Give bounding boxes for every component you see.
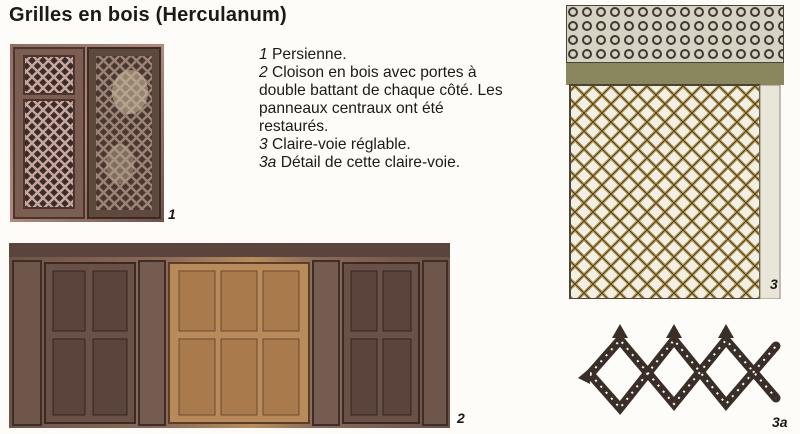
figure-3-label: 3 xyxy=(770,276,778,292)
caption-text-3a: Détail de cette claire-voie. xyxy=(280,154,461,171)
figure-3a-label: 3a xyxy=(772,414,788,430)
figure-3a-detail-drawing xyxy=(576,322,786,424)
caption-num-1: 1 xyxy=(259,46,268,63)
figure-2-label: 2 xyxy=(457,410,465,426)
figure-3-lattice-photo xyxy=(566,5,784,299)
caption-text-2: Cloison en bois avec portes à double battant de chaque côté. Les panneaux centraux ont été restaurés. xyxy=(259,64,503,135)
caption-num-3: 3 xyxy=(259,136,268,153)
caption-text-3: Claire-voie réglable. xyxy=(272,136,411,153)
caption-num-3a: 3a xyxy=(259,154,277,171)
page-title: Grilles en bois (Herculanum) xyxy=(9,4,287,26)
figure-1-shutter-photo xyxy=(10,44,164,222)
figure-2-partition-photo xyxy=(9,243,450,428)
caption-num-2: 2 xyxy=(259,64,268,81)
figure-caption xyxy=(259,46,509,172)
figure-1-label: 1 xyxy=(168,206,176,222)
caption-text-1: Persienne. xyxy=(272,46,347,63)
